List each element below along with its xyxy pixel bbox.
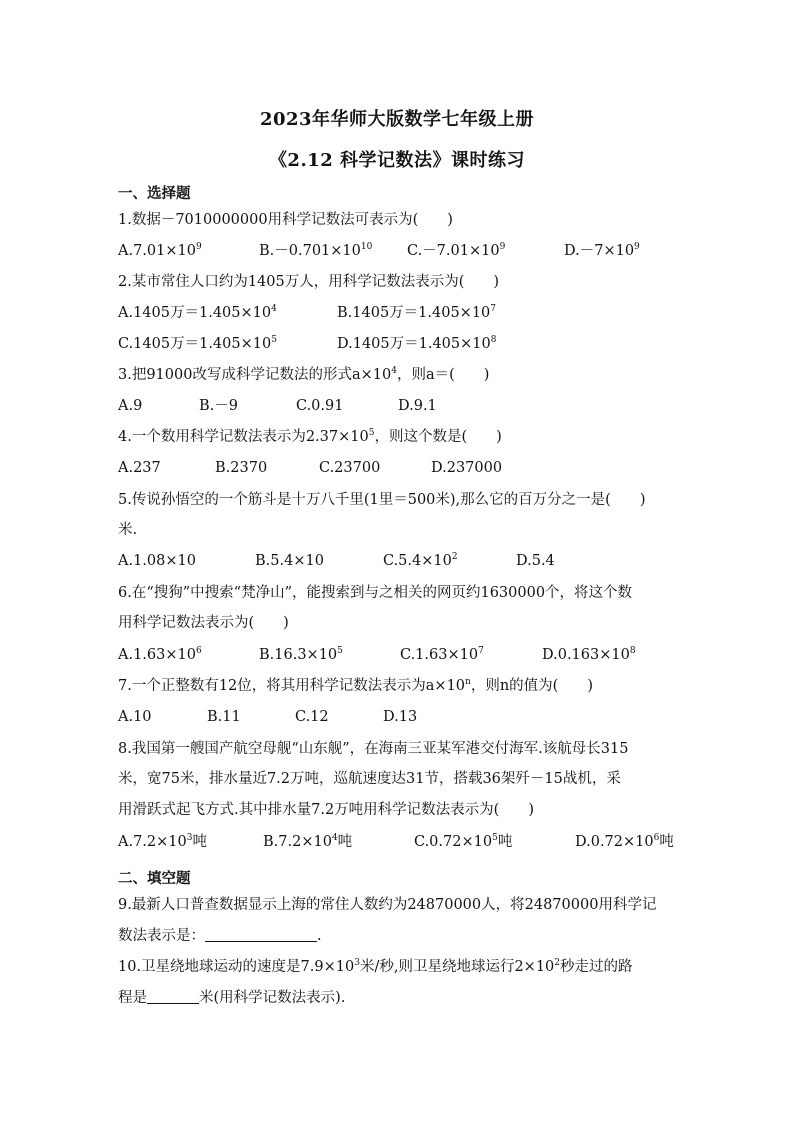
q1-option-d: $D.-7\times 10^9$: [564, 242, 640, 259]
q2-option-b: B.1405万$=1.405\times 10^7$: [337, 304, 497, 321]
q7-option-a: A.10: [118, 709, 152, 725]
q4-option-d: D.237000: [431, 460, 503, 476]
q7-option-d: D.13: [383, 709, 418, 725]
q2-option-a: A.1405万$=1.405\times 10^4$: [118, 304, 277, 321]
q6-option-c: $C.1.63\times 10^7$: [400, 646, 484, 663]
q6-option-a: $A.1.63\times 10^6$: [118, 646, 202, 663]
question-5-stem-line1: 5.传说孙悟空的一个筋斗是十万八千里(1里＝500米),那么它的百万分之一是( ): [118, 492, 646, 508]
q4-option-a: A.237: [118, 460, 161, 476]
section-heading-choice: 一、选择题: [118, 185, 191, 202]
q4-option-b: B.2370: [215, 460, 268, 476]
worksheet-title: 2023年华师大版数学七年级上册: [259, 109, 535, 130]
q1-option-c: $C.-7.01\times 10^9$: [407, 242, 506, 259]
q8-option-a: $A.7.2\times 10^3$吨: [118, 833, 207, 850]
q5-option-a: A.1.08×10: [118, 553, 196, 569]
q3-option-c: C.0.91: [296, 398, 344, 414]
question-9-stem-line2: 数法表示是： .: [118, 928, 322, 944]
question-2-stem: 2.某市常住人口约为1405万人，用科学记数法表示为( ): [118, 274, 500, 290]
question-7-stem: 7.一个正整数有12位，将其用科学记数法表示为$a\times 10^n$，则n的值为( ): [118, 677, 593, 694]
question-3-stem: 3.把91000改写成科学记数法的形式$a\times 10^4$，则a＝( ): [118, 366, 490, 383]
q5-option-d: D.5.4: [516, 553, 555, 569]
q2-option-d: D.1405万$=1.405\times 10^8$: [337, 335, 497, 352]
q7-option-c: C.12: [295, 709, 329, 725]
q8-option-c: $C.0.72\times 10^5$吨: [414, 833, 513, 850]
q9-answer-blank[interactable]: [205, 927, 317, 942]
q6-option-b: $B.16.3\times 10^5$: [259, 646, 343, 663]
q3-option-a: A.9: [118, 398, 143, 414]
q1-option-b: $B.-0.701\times 10^{10}$: [259, 242, 373, 259]
q6-option-d: $D.0.163\times 10^8$: [542, 646, 636, 663]
q5-option-c: $C.5.4\times 10^2$: [383, 552, 458, 569]
q10-answer-blank[interactable]: [147, 989, 199, 1004]
q2-option-c: C.1405万$=1.405\times 10^5$: [118, 335, 277, 352]
q8-option-d: $D.0.72\times 10^6$吨: [575, 833, 674, 850]
question-8-stem-line2: 米，宽75米，排水量近7.2万吨，巡航速度达31节，搭载36架歼－15战机，采: [118, 771, 621, 787]
q1-option-a: $A.7.01\times 10^9$: [118, 242, 202, 259]
section-heading-fill-in: 二、填空题: [118, 870, 191, 887]
question-5-stem-line2: 米.: [118, 522, 138, 538]
question-1-stem: 1.数据－7010000000用科学记数法可表示为( ): [118, 212, 453, 228]
question-6-stem-line1: 6.在“搜狗”中搜索“梵净山”，能搜索到与之相关的网页约1630000个，将这个数: [118, 585, 633, 601]
question-8-stem-line1: 8.我国第一艘国产航空母舰“山东舰”，在海南三亚某军港交付海军.该航母长315: [118, 741, 629, 757]
question-10-stem-line1: 10.卫星绕地球运动的速度是$7.9\times 10^3$米/秒,则卫星绕地球运行$2\times 10^2$秒走过的路: [118, 958, 633, 975]
q7-option-b: B.11: [207, 709, 241, 725]
worksheet-subtitle: 《2.12 科学记数法》课时练习: [268, 150, 526, 171]
q3-option-d: D.9.1: [398, 398, 437, 414]
question-9-stem-line1: 9.最新人口普查数据显示上海的常住人数约为24870000人，将24870000用科学记: [118, 897, 657, 913]
question-4-stem: 4.一个数用科学记数法表示为$2.37\times 10^5$，则这个数是( ): [118, 428, 502, 445]
question-6-stem-line2: 用科学记数法表示为( ): [118, 615, 289, 631]
q5-option-b: B.5.4×10: [255, 553, 324, 569]
q3-option-b: B.－9: [199, 398, 238, 414]
question-10-stem-line2: 程是 米(用科学记数法表示).: [118, 990, 346, 1006]
question-8-stem-line3: 用滑跃式起飞方式.其中排水量7.2万吨用科学记数法表示为( ): [118, 802, 534, 818]
q8-option-b: $B.7.2\times 10^4$吨: [263, 833, 353, 850]
q4-option-c: C.23700: [319, 460, 381, 476]
